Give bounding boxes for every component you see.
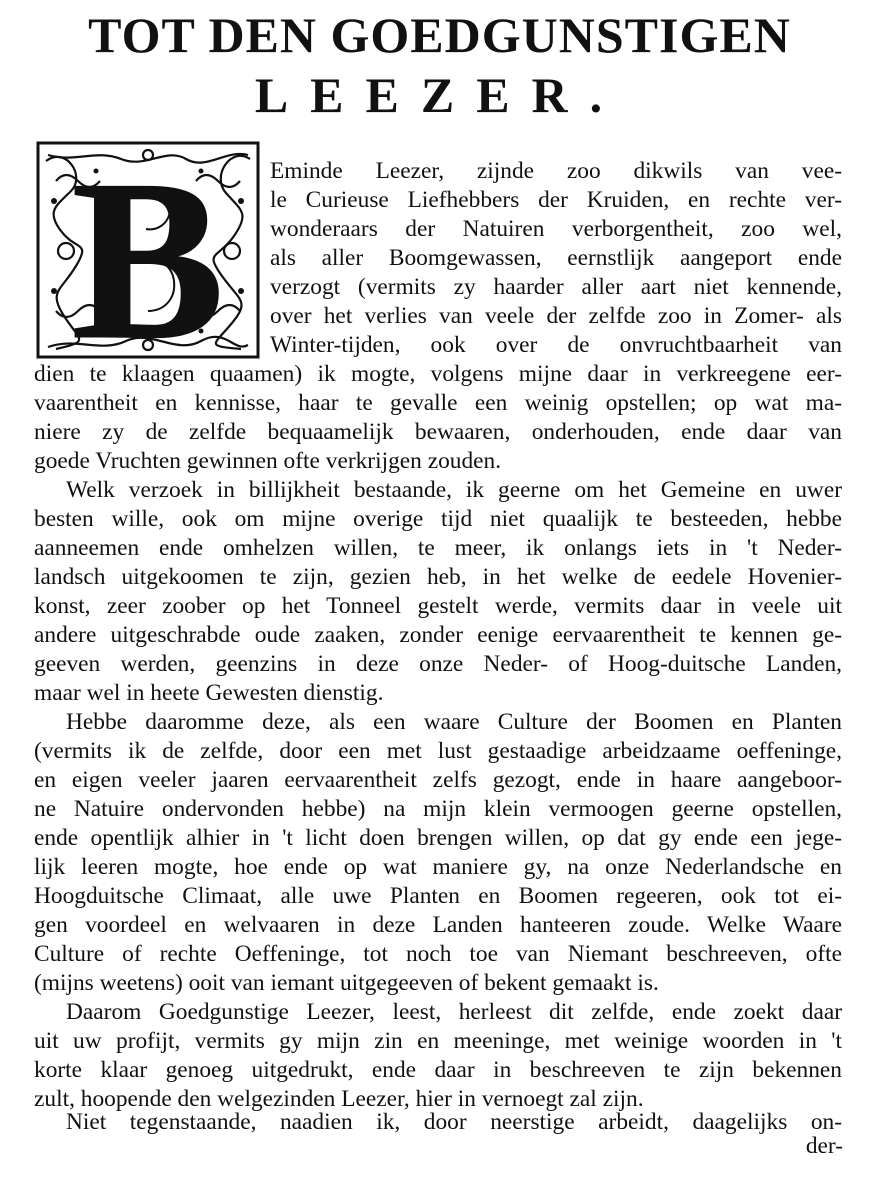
text-line: dien te klaagen quaamen) ik mogte, volgens mijne daar in verkreegene eer- [34, 361, 842, 387]
text-line: konst, zeer zoober op het Tonneel gestelt werde, vermits daar in veele uit [34, 593, 842, 619]
text-line: uit uw profijt, vermits gy mijn zin en meeninge, met weinige woorden in 't [34, 1028, 842, 1054]
text-line: Winter-tijden, ook over de onvruchtbaarheit van [270, 332, 842, 358]
text-line: ende opentlijk alhier in 't licht doen brengen willen, op dat gy ende een jege- [34, 825, 842, 851]
drop-cap-letter: B [71, 141, 225, 359]
text-line: Hoogduitsche Climaat, alle uwe Planten en Boomen regeeren, ook tot ei- [34, 883, 842, 909]
text-line: gen voordeel en welvaaren in deze Landen hanteeren zoude. Welke Waare [34, 912, 842, 938]
page-heading-line-2: LEEZER. [254, 67, 625, 123]
text-line: Daarom Goedgunstige Leezer, leest, herleest dit zelfde, ende zoekt daar [66, 999, 842, 1025]
text-line: geeven werden, geenzins in deze onze Neder- of Hoog-duitsche Landen, [34, 651, 842, 677]
text-line: le Curieuse Liefhebbers der Kruiden, en rechte ver- [270, 187, 842, 213]
text-line: landsch uitgekoomen te zijn, gezien heb, in het welke de eedele Hovenier- [34, 564, 842, 590]
text-line: lijk leeren mogte, hoe ende op wat maniere gy, na onze Nederlandsche en [34, 854, 842, 880]
catchword: der- [805, 1133, 843, 1159]
text-line: aanneemen ende omhelzen willen, te meer, ik onlangs iets in 't Neder- [34, 535, 842, 561]
text-line: ne Natuire ondervonden hebbe) na mijn klein vermoogen geerne opstellen, [34, 796, 842, 822]
decorated-initial-b [36, 141, 260, 359]
text-line: verzogt (vermits zy haarder aller aart niet kennende, [270, 274, 842, 300]
text-line: als aller Boomgewassen, eernstlijk aangeport ende [270, 245, 842, 271]
text-line: niere zy de zelfde bequaamelijk bewaaren, onderhouden, ende daar van [34, 419, 842, 445]
text-line: zult, hoopende den welgezinden Leezer, hier in vernoegt zal zijn. [34, 1086, 644, 1112]
text-line: over het verlies van veele der zelfde zoo in Zomer- als [270, 303, 842, 329]
page-heading-line-1: TOT DEN GOEDGUNSTIGEN [88, 7, 791, 63]
text-line: besten wille, ook om mijne overige tijd niet quaalijk te besteeden, hebbe [34, 506, 842, 532]
text-line: maar wel in heete Gewesten dienstig. [34, 680, 384, 706]
text-line: (mijns weetens) ooit van iemant uitgegeeven of bekent gemaakt is. [34, 970, 659, 996]
text-line: Welk verzoek in billijkheit bestaande, ik geerne om het Gemeine en uwer [66, 477, 842, 503]
text-line: (vermits ik de zelfde, door een met lust gestaadige arbeidzaame oeffeninge, [34, 738, 842, 764]
text-line: andere uitgeschrabde oude zaaken, zonder eenige eervaarentheit te kennen ge- [34, 622, 842, 648]
text-line: Niet tegenstaande, naadien ik, door neerstige arbeidt, daagelijks on- [66, 1109, 842, 1135]
text-line: wonderaars der Natuiren verborgentheit, zoo wel, [270, 216, 842, 242]
text-line: goede Vruchten gewinnen ofte verkrijgen zouden. [34, 448, 502, 474]
text-line: Eminde Leezer, zijnde zoo dikwils van vee- [270, 158, 842, 184]
text-line: korte klaar genoeg uitgedrukt, ende daar in beschreeven te zijn bekennen [34, 1057, 842, 1083]
text-line: en eigen veeler jaaren eervaarentheit zelfs gezogt, ende in haare aangeboor- [34, 767, 842, 793]
text-line: Culture of rechte Oeffeninge, tot noch toe van Niemant beschreeven, ofte [34, 941, 842, 967]
text-line: Hebbe daaromme deze, als een waare Culture der Boomen en Planten [66, 709, 842, 735]
ornamental-initial-frame [36, 141, 260, 359]
text-line: vaarentheit en kennisse, haar te gevalle een weinig opstellen; op wat ma- [34, 390, 842, 416]
